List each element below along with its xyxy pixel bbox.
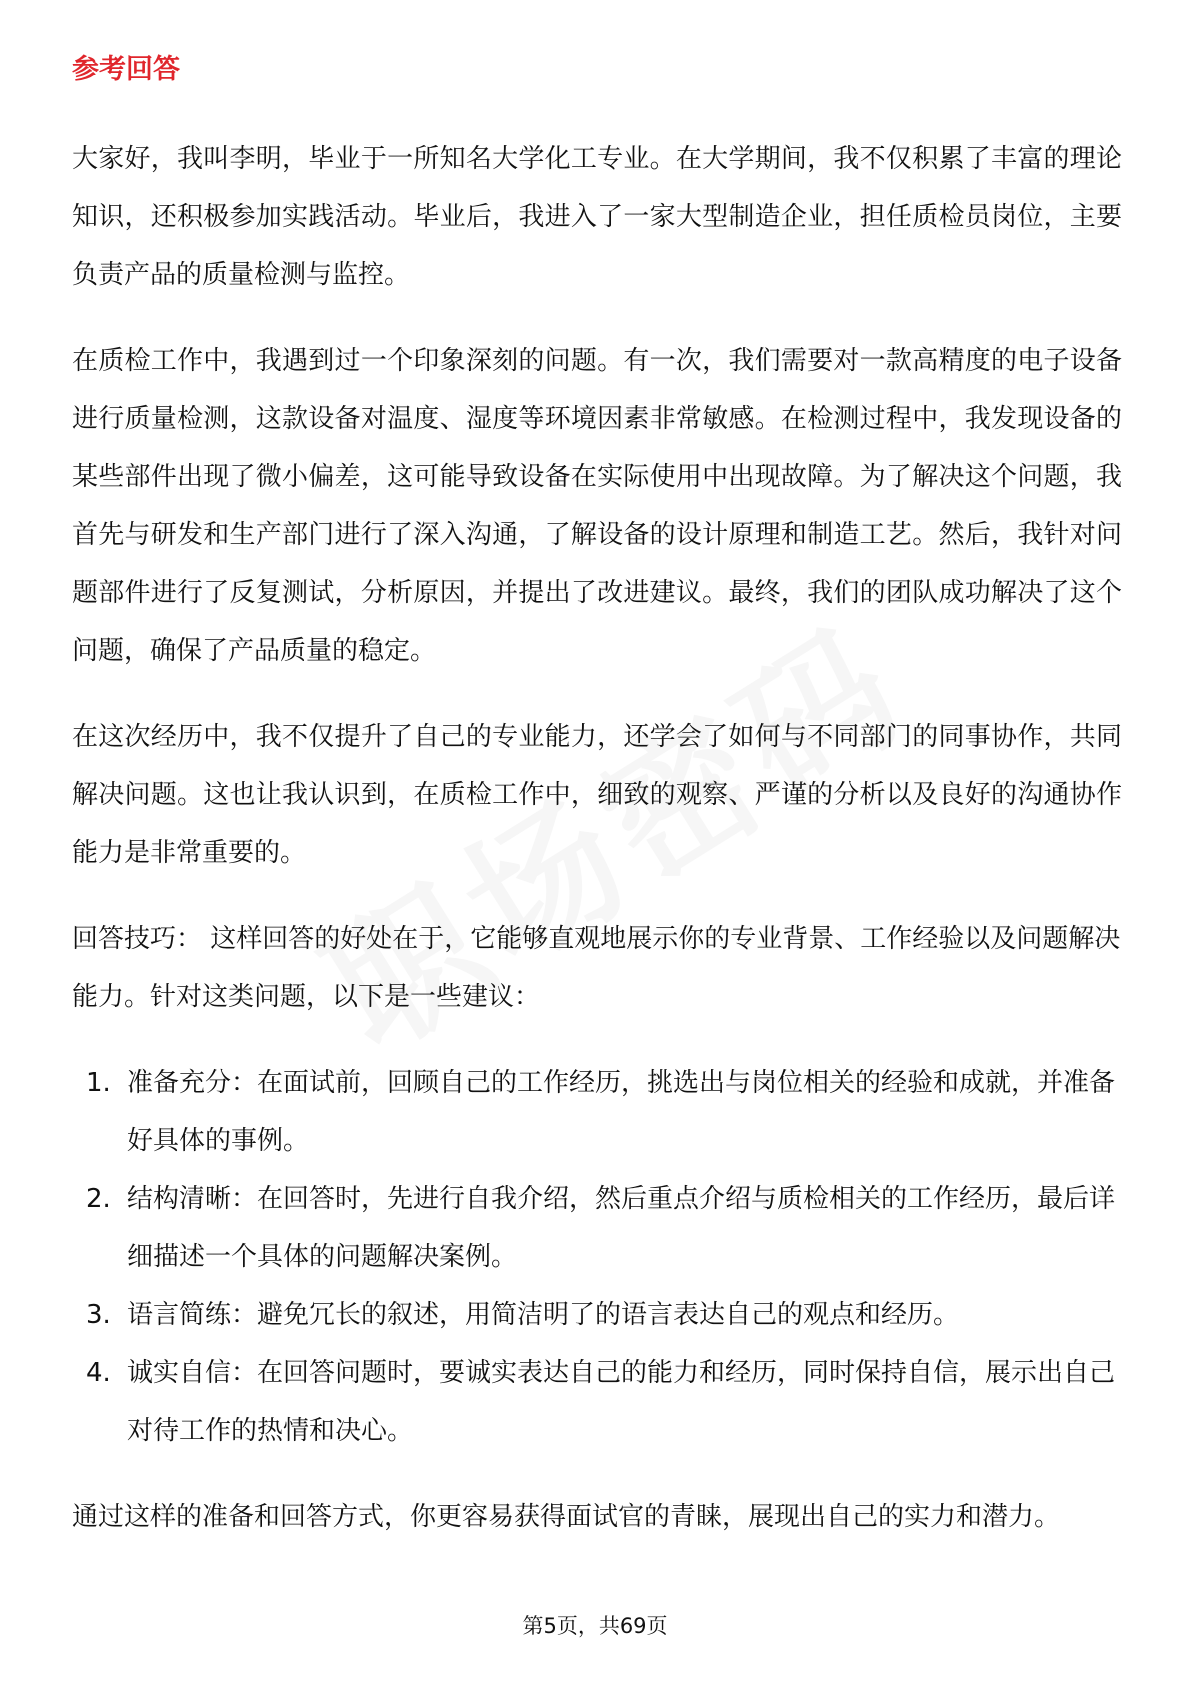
list-item-number: 3. [86,1300,111,1330]
list-item-text: 语言简练：避免冗长的叙述，用简洁明了的语言表达自己的观点和经历。 [127,1300,960,1330]
list-item [72,1170,1122,1286]
paragraph-experience: 在质检工作中，我遇到过一个印象深刻的问题。有一次，我们需要对一款高精度的电子设备进行质量检测，这款设备对温度、湿度等环境因素非常敏感。在检测过程中，我发现设备的某些部件出现了微小偏差，这可能导致设备在实际使用中出现故障。为了解决这个问题，我首先与研发和生产部门进行了深入沟通，了解设备的设计原理和制造工艺。然后，我针对问题部件进行了反复测试，分析原因，并提出了改进建议。最终，我们的团队成功解决了这个问题，确保了产品质量的稳定。 [72,346,1122,666]
paragraph-closing: 通过这样的准备和回答方式，你更容易获得面试官的青睐，展现出自己的实力和潜力。 [72,1502,1061,1532]
list-item-text: 准备充分：在面试前，回顾自己的工作经历，挑选出与岗位相关的经验和成就，并准备好具体的事例。 [127,1068,1116,1156]
page-number-footer: 第5页，共69页 [522,1614,668,1638]
list-item [72,1054,1122,1170]
list-item-number: 4. [86,1358,111,1388]
list-item-number: 1. [86,1068,111,1098]
paragraph-reflection: 在这次经历中，我不仅提升了自己的专业能力，还学会了如何与不同部门的同事协作，共同解决问题。这也让我认识到，在质检工作中，细致的观察、严谨的分析以及良好的沟通协作能力是非常重要的。 [72,722,1122,868]
list-item [72,1344,1122,1460]
list-item-text: 诚实自信：在回答问题时，要诚实表达自己的能力和经历，同时保持自信，展示出自己对待工作的热情和决心。 [127,1358,1116,1446]
list-item-text: 结构清晰：在回答时，先进行自我介绍，然后重点介绍与质检相关的工作经历，最后详细描述一个具体的问题解决案例。 [127,1184,1116,1272]
page-content [72,50,1122,1574]
paragraph-intro: 大家好，我叫李明，毕业于一所知名大学化工专业。在大学期间，我不仅积累了丰富的理论知识，还积极参加实践活动。毕业后，我进入了一家大型制造企业，担任质检员岗位，主要负责产品的质量检测与监控。 [72,144,1122,290]
list-item [72,1286,1122,1344]
tips-intro: 回答技巧： 这样回答的好处在于，它能够直观地展示你的专业背景、工作经验以及问题解决能力。针对这类问题，以下是一些建议： [72,924,1121,1012]
tips-list [72,1054,1122,1460]
section-title: 参考回答 [72,54,180,85]
list-item-number: 2. [86,1184,111,1214]
